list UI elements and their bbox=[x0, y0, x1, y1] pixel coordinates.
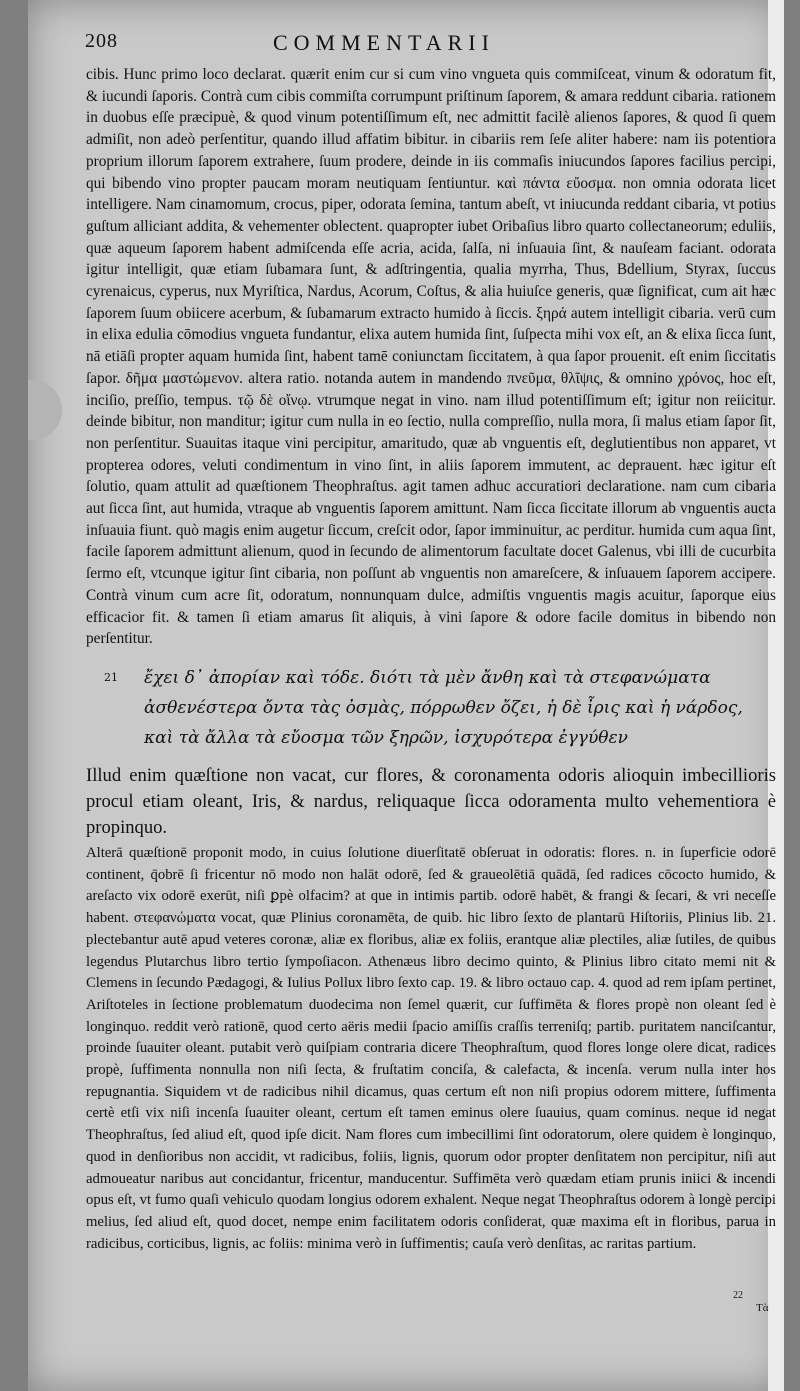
latin-translation-text: Illud enim quæſtione non vacat, cur flores, & coronamenta odoris alioquin imbecillioris procul etiam oleant, Iris, & nardus, reliquaque ſicca odoramenta multo vehementiora è propinquo. bbox=[86, 765, 776, 838]
commentary-paragraph-top bbox=[86, 64, 776, 650]
greek-passage-number: 21 bbox=[104, 671, 118, 684]
page-stain bbox=[28, 380, 62, 440]
commentary-text-top: cibis. Hunc primo loco declarat. quærit enim cur si cum vino vngueta quis commiſceat, vinum & odoratum fit, & iucundi ſaporis. Contrà cum cibis commiſta corrumpunt priſtinum ſaporem, & amara reddunt cibaria. rationem in duobus eſſe præcipuè, & quod vinum potentiſſimum eſt, nec admittit facilè alienos ſapores, & quod ſi quem admiſit, non adeò perſentitur, quando illud affatim bibitur. in cibariis rem ſeſe aliter habere: nam iis potentiora proprium illorum ſaporem extrahere, ſuum prodere, deinde in iis commaſis iniucundos ſapores facilius percipi, qui bibendo vino propter paucam moram neutiquam ſentiuntur. καὶ πάντα εὔοσμα. non omnia odorata licet intelligere. Nam cinamomum, crocus, piper, odorata ſemina, tantum abeſt, vt iniucunda reddant cibaria, vt potius guſtum alliciant addita, & vehementer oblectent. quapropter iubet Oribaſius libro quarto collectaneorum; eduliis, quæ aqueum ſaporem habent admiſcenda eſſe acria, acida, ſalſa, ni inſuauia ſint, & nauſeam faciant. odorata igitur intelligit, quæ etiam ſubamara ſunt, & adſtringentia, qualia myrrha, Thus, Bdellium, Styrax, ſuccus cyrenaicus, cyperus, nux Myriſtica, Nardus, Acorum, Coſtus, & alia huiuſce generis, quæ ſignificat, cum ait hæc ſaporem ſuum obiicere acerbum, & ſubamarum extracto humido à ſiccis. ξηρά autem intelligit cibaria. verū cum in elixa edulia cōmodius vngueta fundantur, elixa autem humida ſint, ſuſpecta mihi vox eſt, an & elixa ſicca ſunt, nā etiāſi propter aquam humida ſint, habent tamē coniunctam ſiccitatem, à qua ſapor prouenit. eſt enim ſiccitatis ſapor. δῆμα μαστώμενον. altera ratio. notanda autem in mandendo πνεῦμα, θλῖψις, & omnino χρόνος, hoc eſt, inciſio, preſſio, tempus. τῷ δὲ οἴνῳ. vtrumque negat in vino. nam illud potentiſſimum eſt; igitur non reiicitur. deinde bibitur, non manditur; igitur cum nulla in eo ſectio, nulla compreſſio, nulla mora, ſi malus etiam ſapor ſit, non perſentitur. Suauitas itaque vini percipitur, amaritudo, quæ ab vnguentis eſt, deglutientibus non apparet, vt propterea odores, veluti condimentum in vino ſint, in aliis ſaporem immutent, ac deprauent. hæc igitur eſt ſolutio, quam attulit ad quæſtionem Theophraſtus. agit tamen adhuc accuratiori declaratione. nam cum cibaria aut ſicca ſint, aut humida, vtraque ab vnguentis ſaporem amittunt. Nam ſicca ſiccitate illorum ab vnguentis aucta inſuauia fiunt. quò magis enim augetur ſiccum, creſcit odor, ſapor imminuitur, ac perditur. humida cum aqua ſint, facile ſaporem admittunt alienum, quod in ſecundo de alimentorum facultate docet Galenus, vbi illi de cucurbita ſermo eſt, vtcunque igitur ſint cibaria, non poſſunt ab vnguentis non amareſcere, & inſuauem ſaporem accipere. Contrà vinum cum acre ſit, odoratum, nonnunquam dulce, admiſtis vnguentis magis acuitur, ſaporque eius efficacior fit. & tamen ſi etiam amarus ſit aliquis, à vini ſapore & odore facile domitus in bibendo non perſentitur. bbox=[86, 66, 776, 648]
page-number: 208 bbox=[85, 30, 118, 52]
signature-mark: 22 bbox=[733, 1290, 743, 1301]
greek-passage-text: ἔχει δ᾽ ἀπορίαν καὶ τόδε. διότι τὰ μὲν ἄνθη καὶ τὰ στεφανώματα ἀσθενέστερα ὄντα τὰς ὀσμὰς, πόρρωθεν ὄζει, ἡ δὲ ἶρις καὶ ἡ νάρδος, καὶ τὰ ἄλλα τὰ εὔοσμα τῶν ξηρῶν, ἰσχυρότερα ἐγγύθεν bbox=[144, 668, 743, 748]
catchword: Tὰ bbox=[756, 1302, 769, 1314]
running-head: COMMENTARII bbox=[273, 30, 495, 55]
greek-passage bbox=[104, 663, 774, 753]
commentary-text-bottom: Alterā quæſtionē proponit modo, in cuius ſolutione diuerſitatē obſeruat in odoratis: flores. n. in ſuperficie odorē continent, q̄obrē ſi fricentur nō modo non halāt odorē, ſed & graueolētiā quādā, ſed radices cōcocto humido, & areſacto vix odorē exerūt, niſi ꝑpè olfacim? at que in intimis partib. odorē habēt, & frangi & ſecari, & vri neceſſe habent. στεφανώματα vocat, quæ Plinius coronamēta, de quib. hic libro ſexto de plantarū Hiſtoriis, Plinius lib. 21. plectebantur autē apud veteres coronæ, aliæ ex floribus, aliæ ex foliis, erantque aliæ plectiles, aliæ ſutiles, de quibus legendus Plutarchus libro tertio ſympoſiacon. Athenæus libro decimo quinto, & Plinius libro citato memi nit & Clemens in ſecundo Pædagogi, & Iulius Pollux libro ſexto cap. 19. & libro octauo cap. 4. quod ad rem ipſam pertinet, Ariſtoteles in ſectione problematum duodecima non ſemel quærit, cur ſuffimēta & flores propè non oleant ſed è longinquo. reddit verò rationē, quod certo aëris medii ſpacio amiſſis craſſis terreniſq; partib. puritatem nanciſcantur, proinde ſuauiter oleant. putabit verò quiſpiam contraria dicere Theophraſtum, quod flores longe olere dicat, radices propè, ſuffimenta nonnulla non niſi ſecta, & fruſtatim conciſa, & calefacta, & incenſa. verum nulla inter hos repugnantia. Siquidem vt de radicibus nihil dicamus, quas certum eſt non niſi propius odorem mittere, ſuffimenta certè etſi vix niſi incenſa ſuauiter oleant, certum eſt tamen eminus olere ſuauius, quam cominus. neque id negat Theophraſtus, ſed aliud eſt, quod ipſe dicit. Nam flores cum imbecillimi ſint odoratorum, olere quidem è longinquo, quod in denſioribus non accidit, vt radicibus, foliis, lignis, quorum odor propter denſitatem non percipitur, niſi aut admoueatur naribus aut concidantur, fricentur, manducentur. Suffimēta verò quædam etiam prunis iniici & incendi opus eſt, vt fumo quaſi vehiculo quodam longius odorem exhalent. Neque negat Theophraſtus odorem à longè percipi melius, ſed aliud eſt, quod docet, nempe enim facilitatem odoris conſiderat, quæ maxima eſt in floribus, parua in radicibus, corticibus, lignis, ac foliis: minima verò in ſuffimentis; cauſa verò denſitas, ac raritas partium. bbox=[86, 845, 776, 1252]
book-page bbox=[28, 0, 784, 1391]
commentary-paragraph-bottom bbox=[86, 843, 776, 1255]
latin-translation bbox=[86, 763, 776, 841]
